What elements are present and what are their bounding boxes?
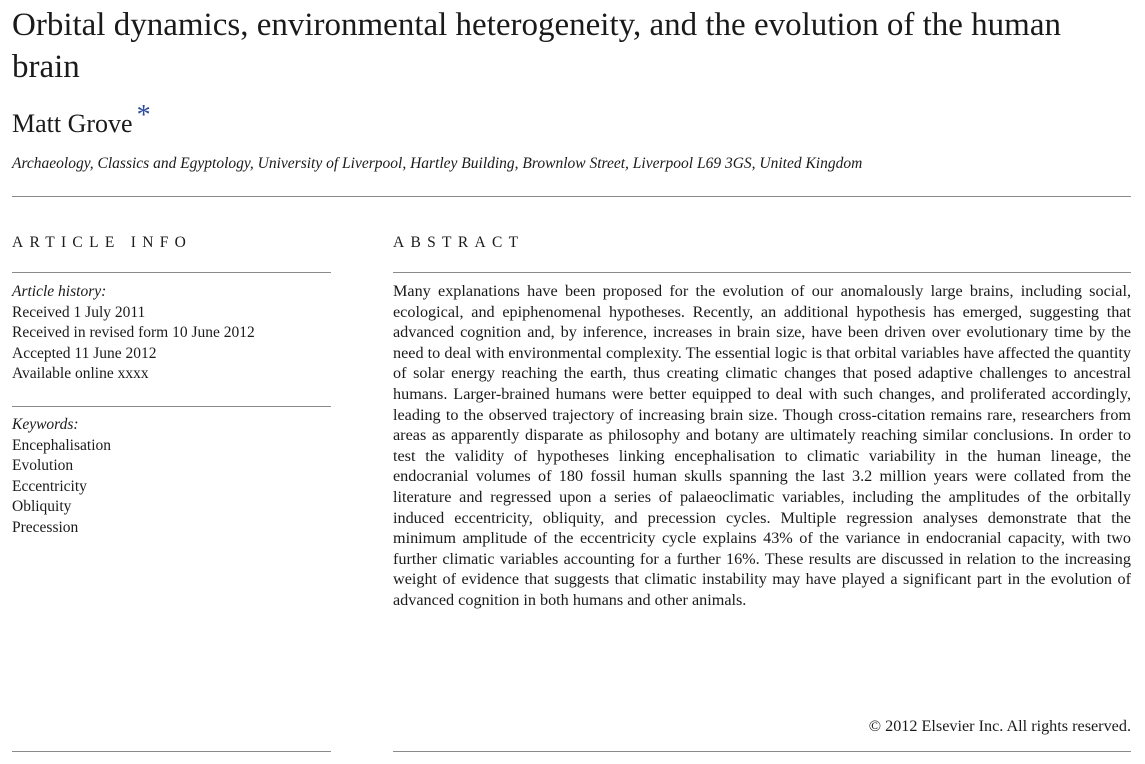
author-affiliation: Archaeology, Classics and Egyptology, University of Liverpool, Hartley Building, Brownlow Street, Liverpool L69 3GS, United Kingdom [12, 155, 863, 172]
article-info-divider-bottom [12, 751, 331, 752]
copyright-notice: © 2012 Elsevier Inc. All rights reserved. [868, 717, 1131, 735]
article-history [12, 282, 255, 385]
keyword-item: Obliquity [12, 498, 72, 516]
history-revised: Received in revised form 10 June 2012 [12, 324, 255, 342]
history-accepted: Accepted 11 June 2012 [12, 344, 157, 362]
article-history-label: Article history: [12, 283, 107, 300]
keyword-item: Eccentricity [12, 477, 87, 495]
author-line [12, 100, 151, 142]
keyword-item: Encephalisation [12, 436, 111, 454]
article-title: Orbital dynamics, environmental heterogeneity, and the evolution of the human brain [12, 7, 1061, 85]
abstract-divider-bottom [393, 751, 1131, 752]
header-divider [12, 196, 1131, 197]
article-info-divider-middle [12, 406, 331, 407]
keywords-list [12, 415, 111, 539]
keyword-item: Precession [12, 518, 79, 536]
keywords-label: Keywords: [12, 416, 79, 433]
history-received: Received 1 July 2011 [12, 303, 146, 321]
abstract-text: Many explanations have been proposed for the evolution of our anomalously large brains, including social, ecological, and epiphenomenal hypotheses. Recently, an additional hypothesis has emerged, suggesting that advanced cognition and, by inference, increases in brain size, have been driven over evolutionary time by the need to deal with environmental complexity. The essential logic is that orbital variables have affected the quantity of solar energy reaching the earth, thus creating climatic changes that posed adaptive challenges to ancestral humans. Larger-brained humans were better equipped to deal with such changes, and proliferated accordingly, leading to the observed trajectory of increasing brain size. Though cross-citation remains rare, researchers from areas as apparently disparate as philosophy and botany are ultimately reaching similar conclusions. In order to test the validity of hypotheses linking encephalisation to climatic variability in the human lineage, the endocranial volumes of 180 fossil human skulls spanning the last 3.2 million years were collated from the literature and regressed upon a series of palaeoclimatic variables, including the amplitudes of the orbitally induced eccentricity, obliquity, and precession cycles. Multiple regression analyses demonstrate that the minimum amplitude of the eccentricity cycle explains 43% of the variance in endocranial capacity, with two further climatic variables accounting for a further 16%. These results are discussed in relation to the increasing weight of evidence that suggests that climatic instability may have played a significant part in the evolution of advanced cognition in both humans and other animals. [393, 282, 1131, 609]
author-name: Matt Grove [12, 109, 133, 138]
keyword-item: Evolution [12, 457, 74, 475]
abstract-heading: ABSTRACT [393, 234, 525, 251]
corresponding-author-link[interactable]: * [136, 100, 151, 131]
article-info-divider-top [12, 272, 331, 273]
article-info-heading: ARTICLE INFO [12, 234, 193, 251]
abstract-divider-top [393, 272, 1131, 273]
history-online: Available online xxxx [12, 365, 149, 383]
